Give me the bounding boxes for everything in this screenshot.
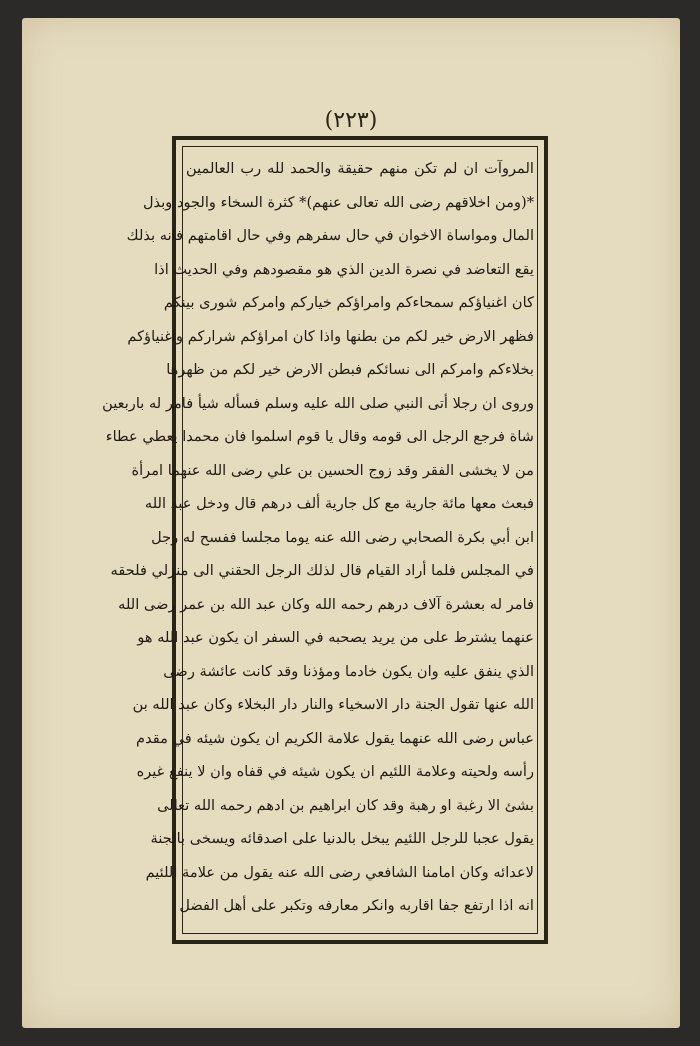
text-line: لاعدائه وكان امامنا الشافعي رضى الله عنه يقول من علامة اللئيم	[145, 863, 534, 881]
text-line: عباس رضى الله عنهما يقول علامة الكريم ان يكون شيئه في مقدم	[136, 729, 534, 747]
arabic-text-block	[102, 152, 534, 930]
text-line: انه اذا ارتفع جفا اقاربه وانكر معارفه وتكبر على أهل الفضل	[179, 897, 534, 914]
page-number: (٢٢٣)	[324, 108, 378, 133]
text-line: فبعث معها مائة جارية مع كل جارية ألف درهم قال ودخل عبد الله	[144, 495, 534, 512]
text-line: فامر له بعشرة آلاف درهم رحمه الله وكان عبد الله بن عمر رضى الله	[118, 595, 534, 613]
text-line: وروى ان رجلا أتى النبي صلى الله عليه وسلم فسأله شيأ فامر له باربعين	[102, 394, 534, 412]
text-line: يقول عجبا للرجل اللئيم يبخل بالدنيا على اصدقائه ويسخى بالجنة	[150, 830, 534, 847]
text-line: *(ومن اخلاقهم رضى الله تعالى عنهم)* كثرة السخاء والجود وبذل	[142, 193, 534, 211]
text-line: بخلاءكم وامركم الى نسائكم فبطن الارض خير لكم من ظهرها	[166, 361, 534, 378]
text-line: ابن أبي بكرة الصحابي رضى الله عنه يوما مجلسا ففسح له رجل	[151, 528, 534, 546]
text-line: من لا يخشى الفقر وقد زوج الحسين بن علي رضى الله عنهما امرأة	[131, 461, 534, 479]
text-line: في المجلس فلما أراد القيام قال لذلك الرجل الحقني الى منزلي فلحقه	[110, 562, 534, 579]
text-line: رأسه ولحيته وعلامة اللئيم ان يكون شيئه في قفاه وان لا ينفع غيره	[136, 763, 534, 780]
text-line: المال ومواساة الاخوان في حال سفرهم وفي حال اقامتهم فانه بذلك	[126, 227, 534, 244]
text-line: شاة فرجع الرجل الى قومه وقال يا قوم اسلموا فان محمدا يعطي عطاء	[105, 428, 534, 445]
text-line: الله عنها تقول الجنة دار الاسخياء والنار دار البخلاء وكان عبد الله بن	[132, 696, 534, 713]
text-line: فظهر الارض خير لكم من بطنها واذا كان امراؤكم شراركم واغنياؤكم	[127, 327, 534, 345]
text-line: بشئ الا رغبة او رهبة وقد كان ابراهيم بن ادهم رحمه الله تعالى	[157, 796, 534, 814]
book-page	[22, 18, 680, 1028]
text-line: كان اغنياؤكم سمحاءكم وامراؤكم خياركم وامركم شورى بينكم	[163, 294, 534, 311]
text-line: يقع التعاضد في نصرة الدين الذي هو مقصودهم وفي الحديث اذا	[154, 260, 534, 278]
text-line: المروآت ان لم تكن منهم حقيقة والحمد لله رب العالمين	[186, 160, 534, 177]
text-line: الذي ينفق عليه وان يكون خادما ومؤذنا وقد كانت عائشة رضى	[163, 662, 534, 680]
text-frame	[102, 136, 548, 944]
text-line: عنهما يشترط على من يريد يصحبه في السفر ان يكون عبد الله هو	[137, 629, 534, 646]
